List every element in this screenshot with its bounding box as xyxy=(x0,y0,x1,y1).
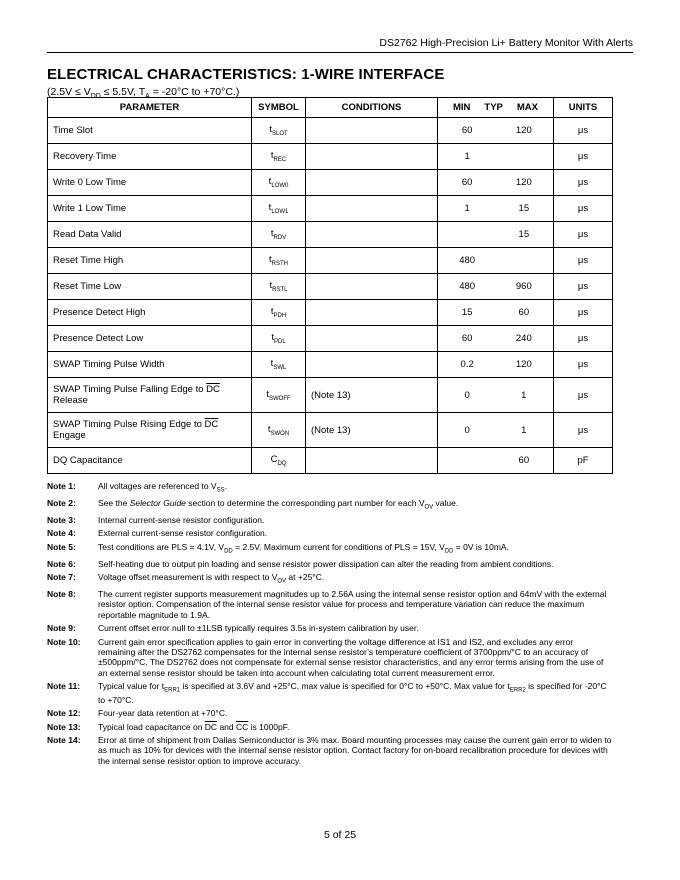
test-conditions: ($2.5V \le V_{DD} \le 5.5V$, $T_A = -20^\circ C$ to +70°C.) xyxy=(47,86,240,101)
note-label: Note 2: xyxy=(47,498,76,508)
cell-units: μs xyxy=(554,274,613,300)
cell-symbol: $t_{RSTL}$ xyxy=(252,274,306,300)
cell-min-typ-max: 60 120 xyxy=(438,118,554,144)
cell-symbol: $t_{PDH}$ xyxy=(252,300,306,326)
cell-conditions xyxy=(306,118,438,144)
table-row xyxy=(48,352,613,378)
cell-conditions xyxy=(306,144,438,170)
note-text: Typical load capacitance on $\overline{DC}$ and $\overline{CC}$ is 1000pF. xyxy=(98,721,290,732)
cell-conditions xyxy=(306,448,438,474)
table-row xyxy=(48,144,613,170)
table-row xyxy=(48,413,613,448)
note-label: Note 1: xyxy=(47,481,76,491)
note-label: Note 10: xyxy=(47,636,81,647)
note-text: External current-sense resistor configuration. xyxy=(98,528,268,539)
note-item xyxy=(47,481,612,495)
cell-min-typ-max: 480 xyxy=(438,248,554,274)
cell-units: μs xyxy=(554,222,613,248)
note-label: Note 4: xyxy=(47,528,76,539)
cell-units: μs xyxy=(554,326,613,352)
note-text: Four-year data retention at +70°C. xyxy=(98,708,228,719)
cell-units: pF xyxy=(554,448,613,474)
cell-min-typ-max: 1 15 xyxy=(438,196,554,222)
cell-symbol: $t_{RSTH}$ xyxy=(252,248,306,274)
cell-symbol: $t_{RDV}$ xyxy=(252,222,306,248)
cell-min-typ-max: 60 xyxy=(438,448,554,474)
header-symbol: SYMBOL xyxy=(252,98,306,118)
note-label: Note 13: xyxy=(47,721,81,732)
cell-symbol: $t_{PDL}$ xyxy=(252,326,306,352)
note-item xyxy=(47,623,612,633)
note-label: Note 3: xyxy=(47,515,76,525)
cell-conditions xyxy=(306,222,438,248)
note-label: Note 11: xyxy=(47,680,81,691)
cell-conditions: (Note 13) xyxy=(306,413,438,448)
cell-conditions xyxy=(306,196,438,222)
cell-units: μs xyxy=(554,170,613,196)
cell-conditions xyxy=(306,300,438,326)
header-min-typ-max: MIN TYP MAX xyxy=(438,98,554,118)
cell-symbol: $t_{SWL}$ xyxy=(252,352,306,378)
cell-parameter: SWAP Timing Pulse Falling Edge to $\overline{DC}$ Release xyxy=(48,378,252,413)
note-item xyxy=(47,542,612,556)
notes-list xyxy=(47,481,612,769)
cell-conditions xyxy=(306,248,438,274)
cell-min-typ-max: 15 xyxy=(438,222,554,248)
note-text: Voltage offset measurement is with respect to $V_{OV}$ at +25°C. xyxy=(98,572,325,585)
cell-units: μs xyxy=(554,196,613,222)
table-header-row xyxy=(48,98,613,118)
note-item xyxy=(47,722,612,732)
note-item xyxy=(47,735,612,766)
cell-units: μs xyxy=(554,144,613,170)
document-title: DS2762 High-Precision Li+ Battery Monitor With Alerts xyxy=(379,37,633,49)
cell-min-typ-max: 480 960 xyxy=(438,274,554,300)
cell-min-typ-max: 0 1 xyxy=(438,378,554,413)
header-parameter: PARAMETER xyxy=(48,98,252,118)
note-text: Test conditions are PLS = 4.1V, $V_{DD} = 2.5V$. Maximum current for conditions of PLS = 15V, $V_{DD} = 0V$ is 10mA. xyxy=(98,541,509,555)
cell-symbol: $t_{LOW0}$ xyxy=(252,170,306,196)
note-label: Note 8: xyxy=(47,589,76,600)
table-row xyxy=(48,196,613,222)
note-item xyxy=(47,589,612,620)
note-label: Note 12: xyxy=(47,708,81,719)
cell-symbol: $t_{REC}$ xyxy=(252,144,306,170)
note-text: Typical value for $t_{ERR1}$ is specified at 3.6V and +25°C, max value is specified for 0°C to +50°C. Max value for $t_{ERR2}$ is specified for -20°C to +70°C. xyxy=(98,680,607,705)
cell-parameter: Recovery Time xyxy=(48,144,252,170)
note-label: Note 9: xyxy=(47,623,76,634)
note-item xyxy=(47,528,612,538)
cell-conditions xyxy=(306,352,438,378)
note-text: Current offset error null to ±1LSB typically requires 3.5s in-system calibration by user. xyxy=(98,623,419,634)
cell-units: μs xyxy=(554,248,613,274)
table-row xyxy=(48,118,613,144)
note-item xyxy=(47,572,612,586)
note-text: Internal current-sense resistor configuration. xyxy=(98,515,265,525)
note-text: Current gain error specification applies to gain error in converting the voltage difference at IS1 and IS2, and excludes any error remaining after the DS2762 compensates for the internal sense resistor’s temperature coefficient of 3700ppm/°C to an accuracy of ±500ppm/°C. The DS2762 does not compensate for external sense resistor characteristics, and any error terms arising from the use of an external sense resistor should be taken into account when calculating total current measurement error. xyxy=(98,636,604,678)
note-label: Note 7: xyxy=(47,572,76,583)
note-item xyxy=(47,559,612,569)
note-text: See the Selector Guide section to determine the corresponding part number for each $V_{OV}$ value. xyxy=(98,498,459,511)
cell-min-typ-max: 60 240 xyxy=(438,326,554,352)
section-title: ELECTRICAL CHARACTERISTICS: 1-WIRE INTERFACE xyxy=(47,66,445,83)
cell-parameter: Presence Detect High xyxy=(48,300,252,326)
cell-parameter: Reset Time Low xyxy=(48,274,252,300)
table-row xyxy=(48,248,613,274)
cell-min-typ-max: 60 120 xyxy=(438,170,554,196)
cell-symbol: $t_{SWOFF}$ xyxy=(252,378,306,413)
cell-min-typ-max: 1 xyxy=(438,144,554,170)
cell-parameter: Reset Time High xyxy=(48,248,252,274)
note-label: Note 6: xyxy=(47,558,76,569)
cell-symbol: $t_{SWON}$ xyxy=(252,413,306,448)
cell-min-typ-max: 0 1 xyxy=(438,413,554,448)
cell-units: μs xyxy=(554,118,613,144)
cell-units: μs xyxy=(554,300,613,326)
header-units: UNITS xyxy=(554,98,613,118)
cell-conditions xyxy=(306,170,438,196)
electrical-characteristics-table xyxy=(47,97,613,474)
note-item xyxy=(47,498,612,512)
cell-conditions xyxy=(306,326,438,352)
cell-parameter: Time Slot xyxy=(48,118,252,144)
table-row xyxy=(48,448,613,474)
note-label: Note 5: xyxy=(47,541,76,552)
note-item xyxy=(47,708,612,718)
table-row xyxy=(48,378,613,413)
table-row xyxy=(48,170,613,196)
cell-conditions xyxy=(306,274,438,300)
table-row xyxy=(48,274,613,300)
cell-conditions: (Note 13) xyxy=(306,378,438,413)
note-item xyxy=(47,515,612,525)
page-number: 5 of 25 xyxy=(323,829,357,841)
cell-parameter: SWAP Timing Pulse Rising Edge to $\overline{DC}$ Engage xyxy=(48,413,252,448)
note-text: The current register supports measurement magnitudes up to 2.56A using the internal sense resistor option and 64mV with the external resistor option. Compensation of the internal sense resistor value for process and temperature variation can reduce the maximum reportable magnitude to 1.9A. xyxy=(98,589,607,620)
note-label: Note 14: xyxy=(47,735,81,746)
note-text: Self-heating due to output pin loading and sense resistor power dissipation can alter the reading from ambient conditions. xyxy=(98,558,554,569)
cell-parameter: Presence Detect Low xyxy=(48,326,252,352)
cell-parameter: Read Data Valid xyxy=(48,222,252,248)
cell-parameter: DQ Capacitance xyxy=(48,448,252,474)
header-conditions: CONDITIONS xyxy=(306,98,438,118)
note-item xyxy=(47,681,612,705)
note-item xyxy=(47,637,612,678)
cell-symbol: $C_{DQ}$ xyxy=(252,448,306,474)
note-text: All voltages are referenced to $V_{SS}$. xyxy=(98,481,227,494)
cell-units: μs xyxy=(554,352,613,378)
cell-symbol: $t_{SLOT}$ xyxy=(252,118,306,144)
cell-min-typ-max: 15 60 xyxy=(438,300,554,326)
cell-symbol: $t_{LOW1}$ xyxy=(252,196,306,222)
table-row xyxy=(48,326,613,352)
cell-parameter: Write 0 Low Time xyxy=(48,170,252,196)
cell-parameter: Write 1 Low Time xyxy=(48,196,252,222)
cell-min-typ-max: 0.2 120 xyxy=(438,352,554,378)
cell-units: μs xyxy=(554,378,613,413)
table-row xyxy=(48,222,613,248)
cell-units: μs xyxy=(554,413,613,448)
cell-parameter: SWAP Timing Pulse Width xyxy=(48,352,252,378)
running-header xyxy=(47,37,633,53)
note-text: Error at time of shipment from Dallas Semiconductor is 3% max. Board mounting processes may cause the current gain error to widen to as much as 10% for devices with the internal sense resistor option. Contact factory for on-board recalibration procedure for devices with the internal sense resistor option to improve accuracy. xyxy=(98,735,612,766)
table-row xyxy=(48,300,613,326)
